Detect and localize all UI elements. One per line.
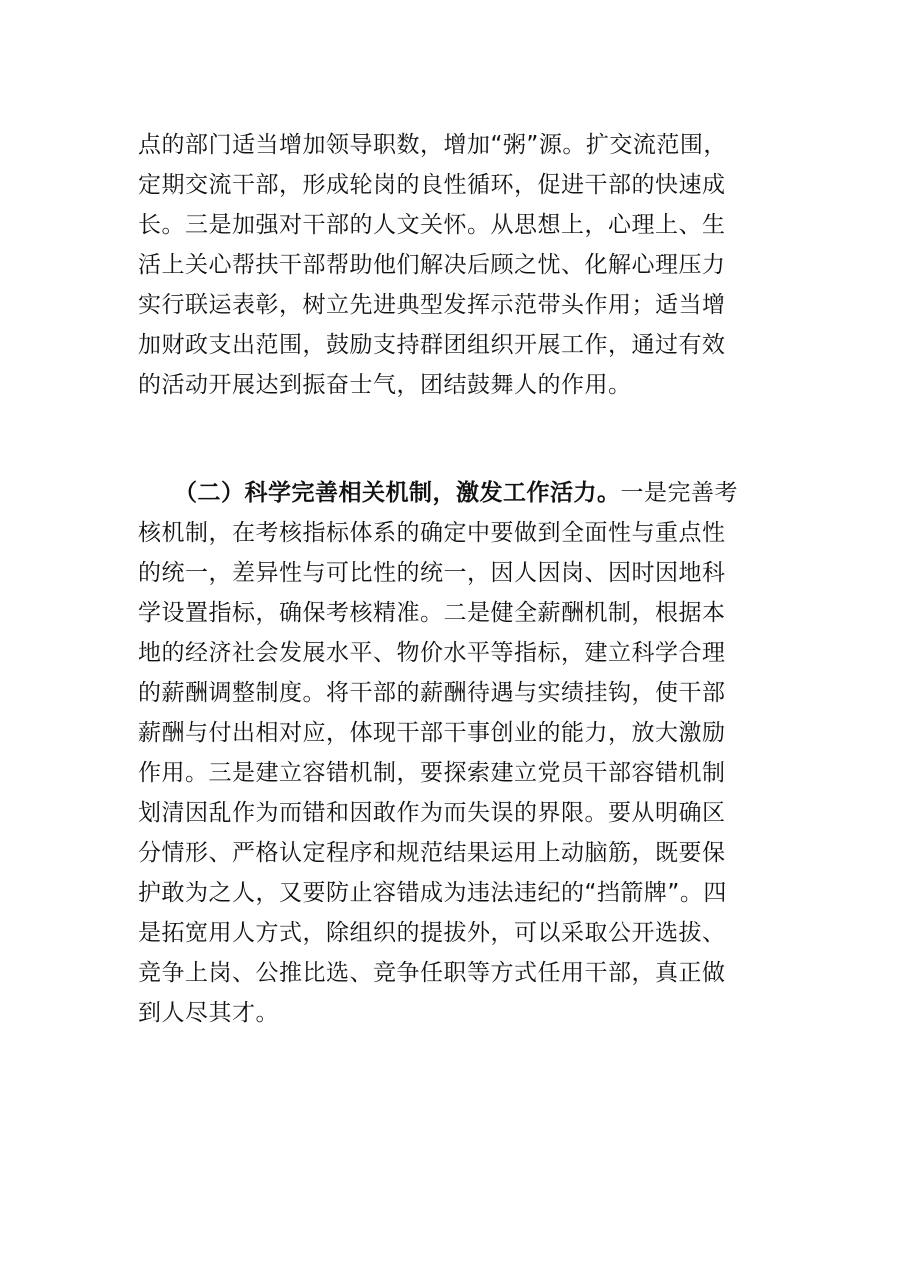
paragraph-1-line: 活上关心帮扶干部帮助他们解决后顾之忧、化解心理压力 [138, 252, 726, 278]
paragraph-2-line: 核机制，在考核指标体系的确定中要做到全面性与重点性 [138, 520, 726, 546]
paragraph-2-line: 学设置指标，确保考核精准。二是健全薪酬机制，根据本 [138, 600, 726, 626]
paragraph-2-line: 作用。三是建立容错机制，要探索建立党员干部容错机制 [138, 760, 726, 786]
paragraph-2-line: 划清因乱作为而错和因敢作为而失误的界限。要从明确区 [138, 800, 726, 826]
paragraph-2-line: 护敢为之人，又要防止容错成为违法违纪的“挡箭牌”。四 [138, 880, 727, 906]
section-heading: （二）科学完善相关机制，激发工作活力。 [174, 480, 621, 506]
paragraph-2 [138, 473, 778, 1033]
paragraph-2-line: 薪酬与付出相对应，体现干部干事创业的能力，放大激励 [138, 720, 726, 746]
paragraph-1-line: 长。三是加强对干部的人文关怀。从思想上，心理上、生 [138, 212, 726, 238]
paragraph-1-line: 实行联运表彰，树立先进典型发挥示范带头作用；适当增 [138, 292, 726, 318]
paragraph-2-line: 地的经济社会发展水平、物价水平等指标，建立科学合理 [138, 640, 726, 666]
paragraph-1-line: 的活动开展达到振奋士气，团结鼓舞人的作用。 [138, 372, 632, 398]
paragraph-2-line: 竞争上岗、公推比选、竞争任职等方式任用干部，真正做 [138, 960, 726, 986]
paragraph-2-line: 到人尽其才。 [138, 1000, 279, 1026]
paragraph-2-line: 分情形、严格认定程序和规范结果运用上动脑筋，既要保 [138, 840, 726, 866]
paragraph-1-line: 定期交流干部，形成轮岗的良性循环，促进干部的快速成 [138, 172, 726, 198]
paragraph-1-line: 加财政支出范围，鼓励支持群团组织开展工作，通过有效 [138, 332, 726, 358]
paragraph-1-line: 点的部门适当增加领导职数，增加“粥”源。扩交流范围， [138, 132, 727, 158]
paragraph-2-first-line-rest: 一是完善考 [620, 480, 738, 506]
paragraph-2-line: 的薪酬调整制度。将干部的薪酬待遇与实绩挂钩，使干部 [138, 680, 726, 706]
paragraph-1 [138, 125, 778, 405]
paragraph-2-line: 的统一，差异性与可比性的统一，因人因岗、因时因地科 [138, 560, 726, 586]
paragraph-2-first-line [138, 473, 778, 513]
paragraph-2-line: 是拓宽用人方式，除组织的提拔外，可以采取公开选拔、 [138, 920, 726, 946]
